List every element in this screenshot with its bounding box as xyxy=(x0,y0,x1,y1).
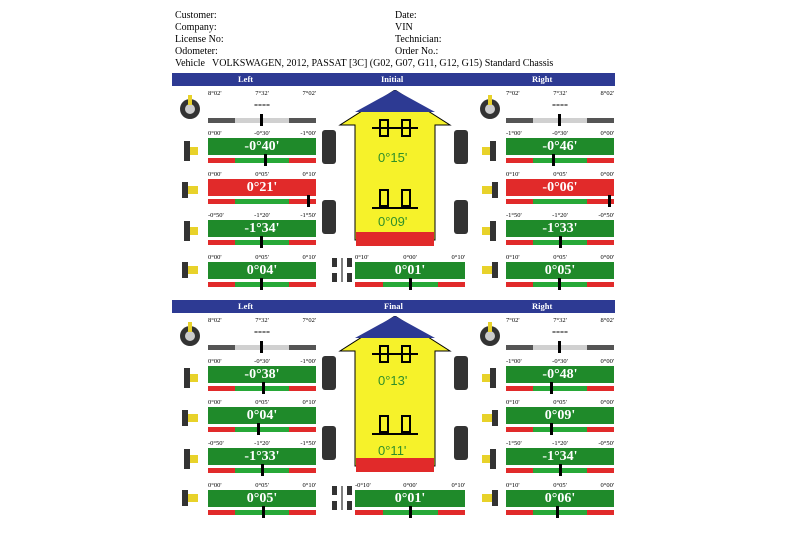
vin-label: VIN xyxy=(395,22,413,33)
tick: 0°10' xyxy=(506,171,520,178)
value-marker xyxy=(552,154,555,166)
rear-toe-wheel-icon xyxy=(178,256,202,284)
odometer-label: Odometer: xyxy=(175,46,218,57)
measurement-value: ---- xyxy=(552,324,568,338)
tick: 0°00' xyxy=(600,171,614,178)
tick: -0°50' xyxy=(208,212,224,219)
initial-left-label: Left xyxy=(238,74,254,84)
caster-wheel-icon xyxy=(178,322,202,350)
tick: 0°05' xyxy=(553,482,567,489)
tolerance-scale xyxy=(506,158,614,163)
tick: 7°02' xyxy=(506,90,520,97)
tick: -0°50' xyxy=(598,440,614,447)
value-marker xyxy=(409,278,412,290)
tick: 8°02' xyxy=(600,90,614,97)
measurement-value: -0°48' xyxy=(506,366,614,383)
rear-camber-wheel-icon xyxy=(178,217,202,245)
measurement-value: 0°09' xyxy=(506,407,614,424)
tick: 0°00' xyxy=(208,171,222,178)
value-marker xyxy=(307,195,310,207)
tolerance-scale xyxy=(208,427,316,432)
initial-left-row-1 xyxy=(208,89,316,125)
tick: 0°10' xyxy=(302,171,316,178)
tick: 8°02' xyxy=(208,317,222,324)
measurement-value: ---- xyxy=(552,97,568,111)
final-right-row-4 xyxy=(506,439,614,475)
tick: -1°20' xyxy=(552,440,568,447)
tick: -1°20' xyxy=(254,440,270,447)
measurement-value: -1°34' xyxy=(208,220,316,237)
tick: -1°00' xyxy=(506,358,522,365)
final-front-toe: 0°13' xyxy=(378,373,408,388)
tick: 0°00' xyxy=(600,358,614,365)
rear-camber-wheel-icon xyxy=(478,445,502,473)
thrust-axle-icon xyxy=(330,256,354,284)
toe-wheel-icon xyxy=(178,176,202,204)
tick: 0°00' xyxy=(600,254,614,261)
measurement-value: 0°04' xyxy=(208,262,316,279)
camber-wheel-icon xyxy=(478,364,502,392)
final-left-row-4 xyxy=(208,439,316,475)
final-center-label: Final xyxy=(384,301,403,311)
rear-camber-wheel-icon xyxy=(478,217,502,245)
value-marker xyxy=(550,382,553,394)
tick: -0°30' xyxy=(254,358,270,365)
initial-right-row-5 xyxy=(506,253,614,289)
caster-wheel-icon xyxy=(478,322,502,350)
value-marker xyxy=(260,278,263,290)
measurement-value: 0°05' xyxy=(208,490,316,507)
tick: 7°02' xyxy=(506,317,520,324)
tick: 0°10' xyxy=(506,482,520,489)
final-right-row-3 xyxy=(506,398,614,434)
value-marker xyxy=(559,464,562,476)
value-marker xyxy=(558,341,561,353)
order-label: Order No.: xyxy=(395,46,439,57)
tick: 0°05' xyxy=(255,254,269,261)
tick: 0°00' xyxy=(208,254,222,261)
final-thrust-row xyxy=(355,481,465,517)
technician-label: Technician: xyxy=(395,34,442,45)
value-marker xyxy=(264,154,267,166)
measurement-value: -1°34' xyxy=(506,448,614,465)
caster-wheel-icon xyxy=(178,95,202,123)
measurement-value: -0°40' xyxy=(208,138,316,155)
value-marker xyxy=(260,341,263,353)
tick: 0°10' xyxy=(506,254,520,261)
tick: 0°05' xyxy=(553,171,567,178)
tolerance-scale xyxy=(506,510,614,515)
value-marker xyxy=(260,236,263,248)
tick: -1°00' xyxy=(300,358,316,365)
final-left-row-1 xyxy=(208,316,316,352)
value-marker xyxy=(608,195,611,207)
tolerance-scale xyxy=(208,158,316,163)
initial-right-row-4 xyxy=(506,211,614,247)
tick: -1°20' xyxy=(552,212,568,219)
camber-wheel-icon xyxy=(478,137,502,165)
measurement-value: 0°21' xyxy=(208,179,316,196)
initial-right-row-3 xyxy=(506,170,614,206)
value-marker xyxy=(556,506,559,518)
final-rear-toe: 0°11' xyxy=(378,443,407,458)
value-marker xyxy=(550,423,553,435)
tick: 0°10' xyxy=(302,254,316,261)
final-left-row-2 xyxy=(208,357,316,393)
final-left-label: Left xyxy=(238,301,254,311)
tick: -1°00' xyxy=(300,130,316,137)
value-marker xyxy=(261,464,264,476)
company-label: Company: xyxy=(175,22,217,33)
license-label: License No: xyxy=(175,34,224,45)
tick: 0°00' xyxy=(600,482,614,489)
measurement-value: -0°06' xyxy=(506,179,614,196)
initial-thrust-row xyxy=(355,253,465,289)
measurement-value: -1°33' xyxy=(506,220,614,237)
tick: 0°10' xyxy=(451,254,465,261)
value-marker xyxy=(262,382,265,394)
value-marker xyxy=(262,506,265,518)
tick: -1°50' xyxy=(300,212,316,219)
tick: 0°00' xyxy=(403,254,417,261)
tick: -0°30' xyxy=(254,130,270,137)
final-right-row-5 xyxy=(506,481,614,517)
final-right-label: Right xyxy=(532,301,553,311)
toe-wheel-icon xyxy=(178,404,202,432)
tick: 0°10' xyxy=(302,482,316,489)
initial-left-row-5 xyxy=(208,253,316,289)
tick: -1°00' xyxy=(506,130,522,137)
vehicle-label: Vehicle xyxy=(175,58,205,69)
measurement-value: 0°04' xyxy=(208,407,316,424)
toe-wheel-icon xyxy=(478,176,502,204)
initial-right-row-1 xyxy=(506,89,614,125)
measurement-value: ---- xyxy=(254,97,270,111)
tick: 0°10' xyxy=(355,254,369,261)
tick: 8°02' xyxy=(600,317,614,324)
toe-wheel-icon xyxy=(478,404,502,432)
camber-wheel-icon xyxy=(178,137,202,165)
measurement-value: 0°05' xyxy=(506,262,614,279)
tolerance-scale xyxy=(506,386,614,391)
measurement-value: 0°06' xyxy=(506,490,614,507)
tick: 0°00' xyxy=(208,130,222,137)
tick: -0°50' xyxy=(208,440,224,447)
rear-toe-wheel-icon xyxy=(178,484,202,512)
tick: 0°00' xyxy=(403,482,417,489)
tolerance-scale xyxy=(506,199,614,204)
final-left-row-5 xyxy=(208,481,316,517)
tick: 0°05' xyxy=(553,399,567,406)
measurement-value: -0°46' xyxy=(506,138,614,155)
initial-rear-toe: 0°09' xyxy=(378,214,408,229)
tick: 7°32' xyxy=(255,317,269,324)
tick: -0°30' xyxy=(552,130,568,137)
tick: 0°05' xyxy=(255,482,269,489)
tick: -1°20' xyxy=(254,212,270,219)
tick: -0°50' xyxy=(598,212,614,219)
tick: 8°02' xyxy=(208,90,222,97)
value-marker xyxy=(260,114,263,126)
tick: 7°02' xyxy=(302,317,316,324)
thrust-value: 0°01' xyxy=(355,490,465,507)
tick: 0°05' xyxy=(553,254,567,261)
measurement-value: -0°38' xyxy=(208,366,316,383)
thrust-axle-icon xyxy=(330,484,354,512)
tick: -0°30' xyxy=(552,358,568,365)
value-marker xyxy=(558,114,561,126)
tick: 0°00' xyxy=(208,358,222,365)
initial-section-band xyxy=(172,73,615,86)
initial-front-toe: 0°15' xyxy=(378,150,408,165)
value-marker xyxy=(558,278,561,290)
initial-left-row-2 xyxy=(208,129,316,165)
tick: 0°10' xyxy=(451,482,465,489)
tolerance-scale xyxy=(208,199,316,204)
value-marker xyxy=(559,236,562,248)
tick: 0°00' xyxy=(600,399,614,406)
customer-label: Customer: xyxy=(175,10,217,21)
tick: 7°02' xyxy=(302,90,316,97)
tick: 0°05' xyxy=(255,399,269,406)
final-right-row-1 xyxy=(506,316,614,352)
measurement-value: ---- xyxy=(254,324,270,338)
final-right-row-2 xyxy=(506,357,614,393)
initial-right-row-2 xyxy=(506,129,614,165)
vehicle-value: VOLKSWAGEN, 2012, PASSAT [3C] (G02, G07, G11, G12, G15) Standard Chassis xyxy=(212,58,554,69)
thrust-value: 0°01' xyxy=(355,262,465,279)
initial-left-row-3 xyxy=(208,170,316,206)
tick: 0°10' xyxy=(302,399,316,406)
tick: 7°32' xyxy=(553,90,567,97)
tick: 7°32' xyxy=(255,90,269,97)
date-label: Date: xyxy=(395,10,417,21)
tick: 0°00' xyxy=(600,130,614,137)
tick: 0°10' xyxy=(506,399,520,406)
initial-left-row-4 xyxy=(208,211,316,247)
rear-toe-wheel-icon xyxy=(478,484,502,512)
tick: -1°50' xyxy=(506,440,522,447)
tolerance-scale xyxy=(506,427,614,432)
tick: 7°32' xyxy=(553,317,567,324)
tick: 0°00' xyxy=(208,399,222,406)
tick: -1°50' xyxy=(506,212,522,219)
rear-toe-wheel-icon xyxy=(478,256,502,284)
initial-right-label: Right xyxy=(532,74,553,84)
final-section-band xyxy=(172,300,615,313)
tick: 0°00' xyxy=(208,482,222,489)
value-marker xyxy=(257,423,260,435)
camber-wheel-icon xyxy=(178,364,202,392)
value-marker xyxy=(409,506,412,518)
caster-wheel-icon xyxy=(478,95,502,123)
tick: -0°10' xyxy=(355,482,371,489)
rear-camber-wheel-icon xyxy=(178,445,202,473)
initial-center-label: Initial xyxy=(381,74,404,84)
measurement-value: -1°33' xyxy=(208,448,316,465)
final-left-row-3 xyxy=(208,398,316,434)
tick: -1°50' xyxy=(300,440,316,447)
tick: 0°05' xyxy=(255,171,269,178)
